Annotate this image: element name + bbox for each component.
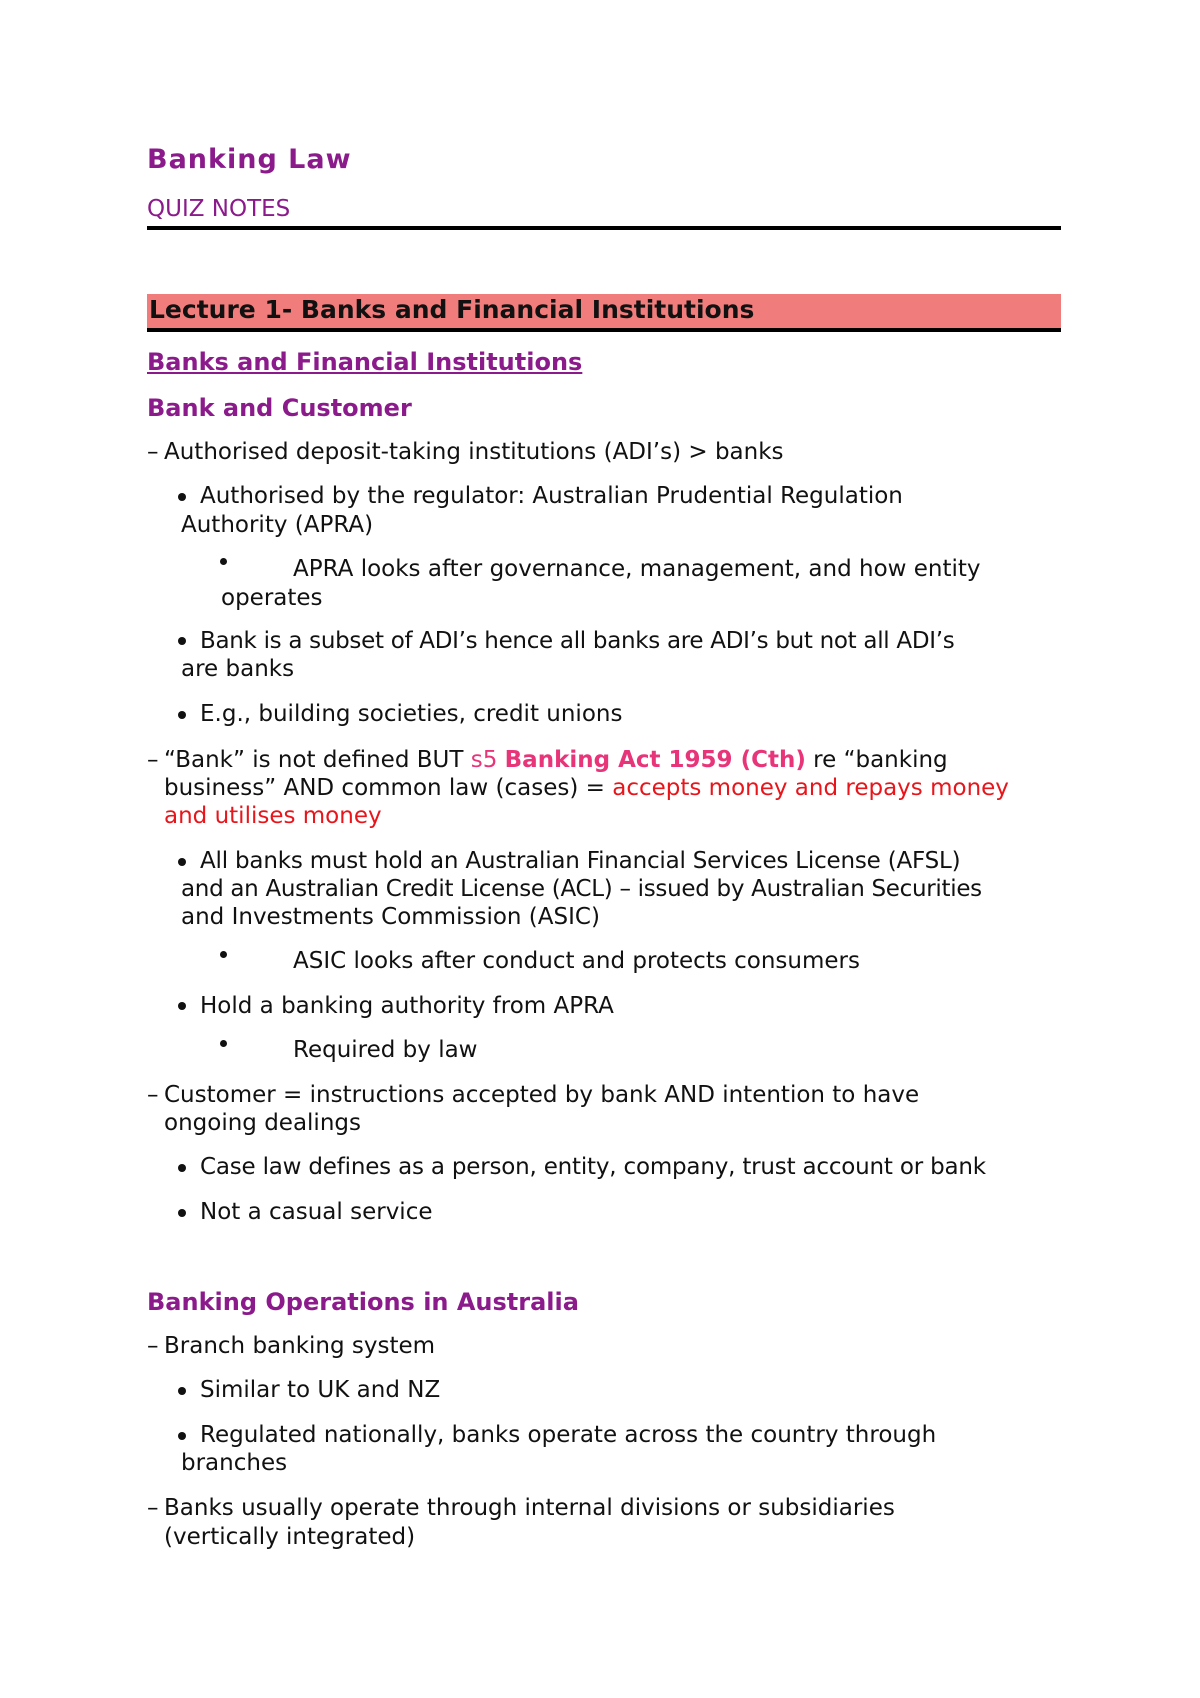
- definition-emphasis: and utilises money: [164, 803, 382, 829]
- list-item: E.g., building societies, credit unions: [200, 701, 623, 727]
- sub-bullet-icon: [220, 951, 227, 958]
- list-item-continuation: operates: [221, 585, 323, 611]
- list-item-continuation: business” AND common law (cases) = accepts money and repays money: [164, 775, 1009, 801]
- list-item: ASIC looks after conduct and protects consumers: [293, 948, 860, 974]
- list-item-continuation: are banks: [181, 656, 295, 682]
- list-item: Similar to UK and NZ: [200, 1377, 441, 1403]
- document-title: Banking Law: [147, 144, 352, 175]
- list-item: Bank is a subset of ADI’s hence all banks are ADI’s but not all ADI’s: [200, 628, 955, 654]
- list-item: Authorised by the regulator: Australian Prudential Regulation: [200, 483, 903, 509]
- lecture-title: Lecture 1- Banks and Financial Institutions: [149, 295, 755, 324]
- dash-marker: –: [147, 747, 159, 773]
- document-subtitle: QUIZ NOTES: [147, 196, 291, 222]
- lecture-heading-band: [147, 294, 1061, 332]
- definition-emphasis: accepts money and repays money: [612, 775, 1009, 801]
- list-item-continuation: ongoing dealings: [164, 1110, 361, 1136]
- section-heading-operations: Banking Operations in Australia: [147, 1288, 579, 1316]
- list-item-continuation: and an Australian Credit License (ACL) – issued by Australian Securities: [181, 876, 982, 902]
- list-item-continuation: and Investments Commission (ASIC): [181, 904, 600, 930]
- bullet-icon: [178, 1002, 186, 1010]
- list-item-continuation: (vertically integrated): [164, 1524, 416, 1550]
- list-item: APRA looks after governance, management, and how entity: [293, 556, 981, 582]
- act-reference: Banking Act 1959 (Cth): [504, 747, 806, 773]
- dash-marker: –: [147, 439, 159, 465]
- list-item: Case law defines as a person, entity, company, trust account or bank: [200, 1154, 986, 1180]
- sub-bullet-icon: [220, 558, 227, 565]
- subheading-bank-customer: Bank and Customer: [147, 394, 412, 422]
- list-item: Hold a banking authority from APRA: [200, 993, 614, 1019]
- bullet-icon: [178, 858, 186, 866]
- bullet-icon: [178, 1209, 186, 1217]
- bullet-icon: [178, 1387, 186, 1395]
- title-divider: [147, 226, 1061, 230]
- dash-marker: –: [147, 1333, 159, 1359]
- dash-marker: –: [147, 1082, 159, 1108]
- bullet-icon: [178, 637, 186, 645]
- list-item-continuation: branches: [181, 1450, 288, 1476]
- document-page: Banking Law QUIZ NOTES Lecture 1- Banks and Financial Institutions Banks and Financial Institutions Bank and Customer – Authorised deposit-taking institutions (ADI’s) > banks Authorised by the regulator: Australian Prudential Regulation Authority (APRA) APRA looks after governance, management, and how entity operates Bank is a subset of ADI’s hence all banks are ADI’s but not all ADI’s are banks E.g., building societies, credit unions – “Bank” is not defined BUT s5 Banking Act 1959 (Cth) re “banking business” AND common law (cases) = accepts money and repays money and utilises money All banks must hold an Australian Financial Services License (AFSL) and an Australian Credit License (ACL) – issued by Australian Securities and Investments Commission (ASIC) ASIC looks after conduct and protects consumers Hold a banking authority from APRA Required by law – Customer = instructions accepted by bank AND intention to have ongoing dealings Case law defines as a person, entity, company, trust account or bank Not a casual service Banking Operations in Australia – Branch banking system Similar to UK and NZ Regulated nationally, banks operate across the country through branches – Banks usually operate through internal divisions or subsidiaries (vertically integrated): [0, 0, 1200, 1698]
- list-item: Not a casual service: [200, 1199, 433, 1225]
- list-item: Regulated nationally, banks operate across the country through: [200, 1422, 937, 1448]
- bullet-icon: [178, 1432, 186, 1440]
- list-item: All banks must hold an Australian Financial Services License (AFSL): [200, 848, 961, 874]
- bullet-icon: [178, 711, 186, 719]
- bullet-icon: [178, 493, 186, 501]
- bullet-icon: [178, 1164, 186, 1172]
- section-reference: s5: [470, 747, 505, 773]
- section-heading-banks: Banks and Financial Institutions: [147, 348, 583, 376]
- sub-bullet-icon: [220, 1040, 227, 1047]
- list-item-continuation: Authority (APRA): [181, 512, 374, 538]
- dash-marker: –: [147, 1495, 159, 1521]
- list-item: Required by law: [293, 1037, 478, 1063]
